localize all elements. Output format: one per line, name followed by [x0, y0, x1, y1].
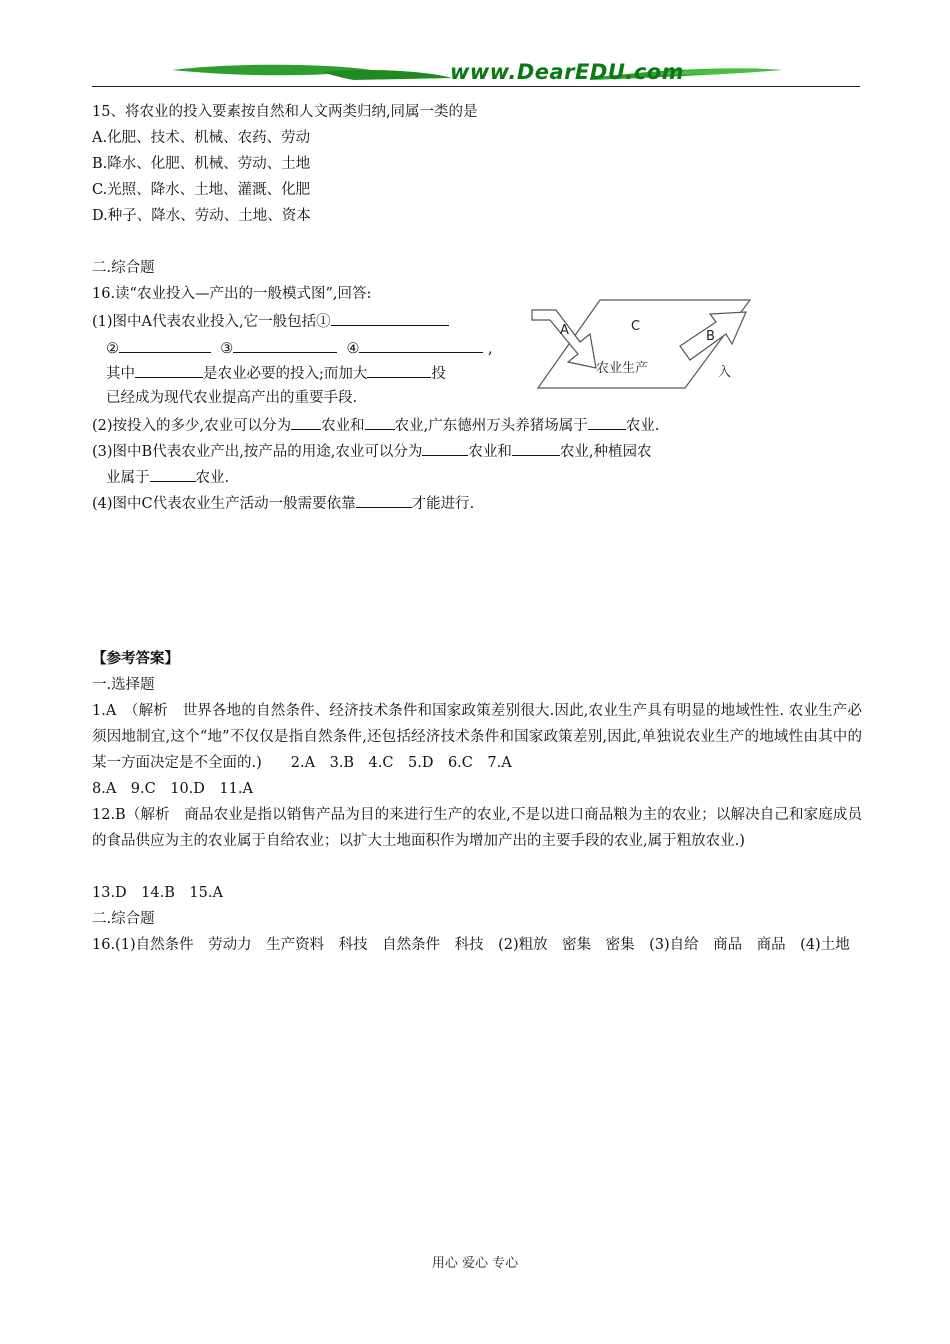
label-ru: 入 [718, 365, 732, 380]
answer-8-to-11: 8.A 9.C 10.D 11.A [92, 781, 253, 797]
q16-part1-line1 [92, 311, 449, 331]
answer-blank [135, 363, 203, 378]
q15-stem: 15、将农业的投入要素按自然和人文两类归纳,同属一类的是 [92, 104, 478, 120]
q15-option-b: B.降水、化肥、机械、劳动、土地 [92, 156, 311, 172]
answers-section2: 二.综合题 [92, 911, 155, 927]
q16-part4 [92, 493, 474, 513]
label-production: 农业生产 [596, 361, 649, 376]
page-footer: 用心 爱心 专心 [431, 1256, 519, 1271]
q16-text: 才能进行. [411, 496, 475, 512]
q16-part1-line4: 已经成为现代农业提高产出的重要手段. [106, 390, 358, 406]
answer-blank [331, 311, 449, 326]
q16-part3 [92, 441, 652, 461]
q16-text: (2)按投入的多少,农业可以分为 [92, 418, 292, 434]
q15-option-a: A.化肥、技术、机械、农药、劳动 [92, 130, 311, 146]
q16-part1-line3 [106, 363, 446, 383]
label-b: B [706, 329, 715, 344]
answer-blank [356, 493, 412, 508]
answer-1-to-7: 1.A （解析 世界各地的自然条件、经济技术条件和国家政策差别很大.因此,农业生产具有明显的地域性性. 农业生产必须因地制宜,这个“地”不仅仅是指自然条件,还包括经济技术条件和国家政策差别,因此,单独说农业生产的地域性由其中的某一方面决定是不全面的.) 2.A 3.B 4.C 5.D 6.C 7.A [92, 703, 862, 771]
q16-text: 其中 [106, 366, 135, 382]
q16-text: (4)图中C代表农业生产活动一般需要依靠 [92, 496, 356, 512]
label-c: C [631, 319, 641, 334]
q16-text: 农业. [195, 470, 230, 486]
answer-blank [588, 415, 626, 430]
comma: , [488, 341, 493, 357]
q15-option-d: D.种子、降水、劳动、土地、资本 [92, 208, 311, 224]
answer-12: 12.B（解析 商品农业是指以销售产品为目的来进行生产的农业,不是以进口商品粮为主的农业；以解决自己和家庭成员的食品供应为主的农业属于自给农业；以扩大土地面积作为增加产出的主要手段的农业,属于粗放农业.) [92, 807, 862, 849]
q16-part1-line2 [106, 338, 493, 358]
answer-blank [150, 467, 196, 482]
answers-title: 【参考答案】 [92, 650, 179, 667]
q16-text: 农业. [625, 418, 660, 434]
label-a: A [560, 323, 569, 338]
answer-13-to-15: 13.D 14.B 15.A [92, 885, 223, 901]
item-number-3: ③ [220, 341, 234, 357]
answer-blank [365, 415, 395, 430]
item-number-4: ④ [346, 341, 360, 357]
q16-text: 农业,种植园农 [559, 444, 652, 460]
answer-blank [422, 441, 468, 456]
q16-text: 农业,广东德州万头养猪场属于 [394, 418, 588, 434]
q16-text: 农业和 [321, 418, 365, 434]
answer-blank [512, 441, 560, 456]
site-logo-text: www.DearEDU.com [450, 60, 685, 84]
answer-blank [233, 338, 337, 353]
q16-text: 业属于 [106, 470, 150, 486]
section2-title: 二.综合题 [92, 260, 155, 276]
q16-part2 [92, 415, 659, 435]
answer-blank [291, 415, 321, 430]
answer-16: 16.(1)自然条件 劳动力 生产资料 科技 自然条件 科技 (2)粗放 密集 密集 (3)自给 商品 商品 (4)土地 [92, 937, 850, 953]
q16-stem: 16.读“农业投入—产出的一般模式图”,回答: [92, 286, 372, 302]
answers-section1: 一.选择题 [92, 677, 155, 693]
q15-option-c: C.光照、降水、土地、灌溉、化肥 [92, 182, 311, 198]
answer-blank [359, 338, 483, 353]
item-number-2: ② [106, 341, 119, 357]
q16-text: 是农业必要的投入;而加大 [203, 366, 368, 382]
q16-text: 农业和 [468, 444, 512, 460]
answer-blank [367, 363, 431, 378]
q16-text: (3)图中B代表农业产出,按产品的用途,农业可以分为 [92, 444, 423, 460]
q16-text: 投 [431, 366, 446, 382]
answer-blank [119, 338, 211, 353]
agriculture-input-output-diagram [530, 290, 760, 400]
header-rule [92, 86, 860, 87]
q16-part3-cont [106, 467, 229, 487]
q16-part1-text: (1)图中A代表农业投入,它一般包括① [92, 314, 331, 330]
